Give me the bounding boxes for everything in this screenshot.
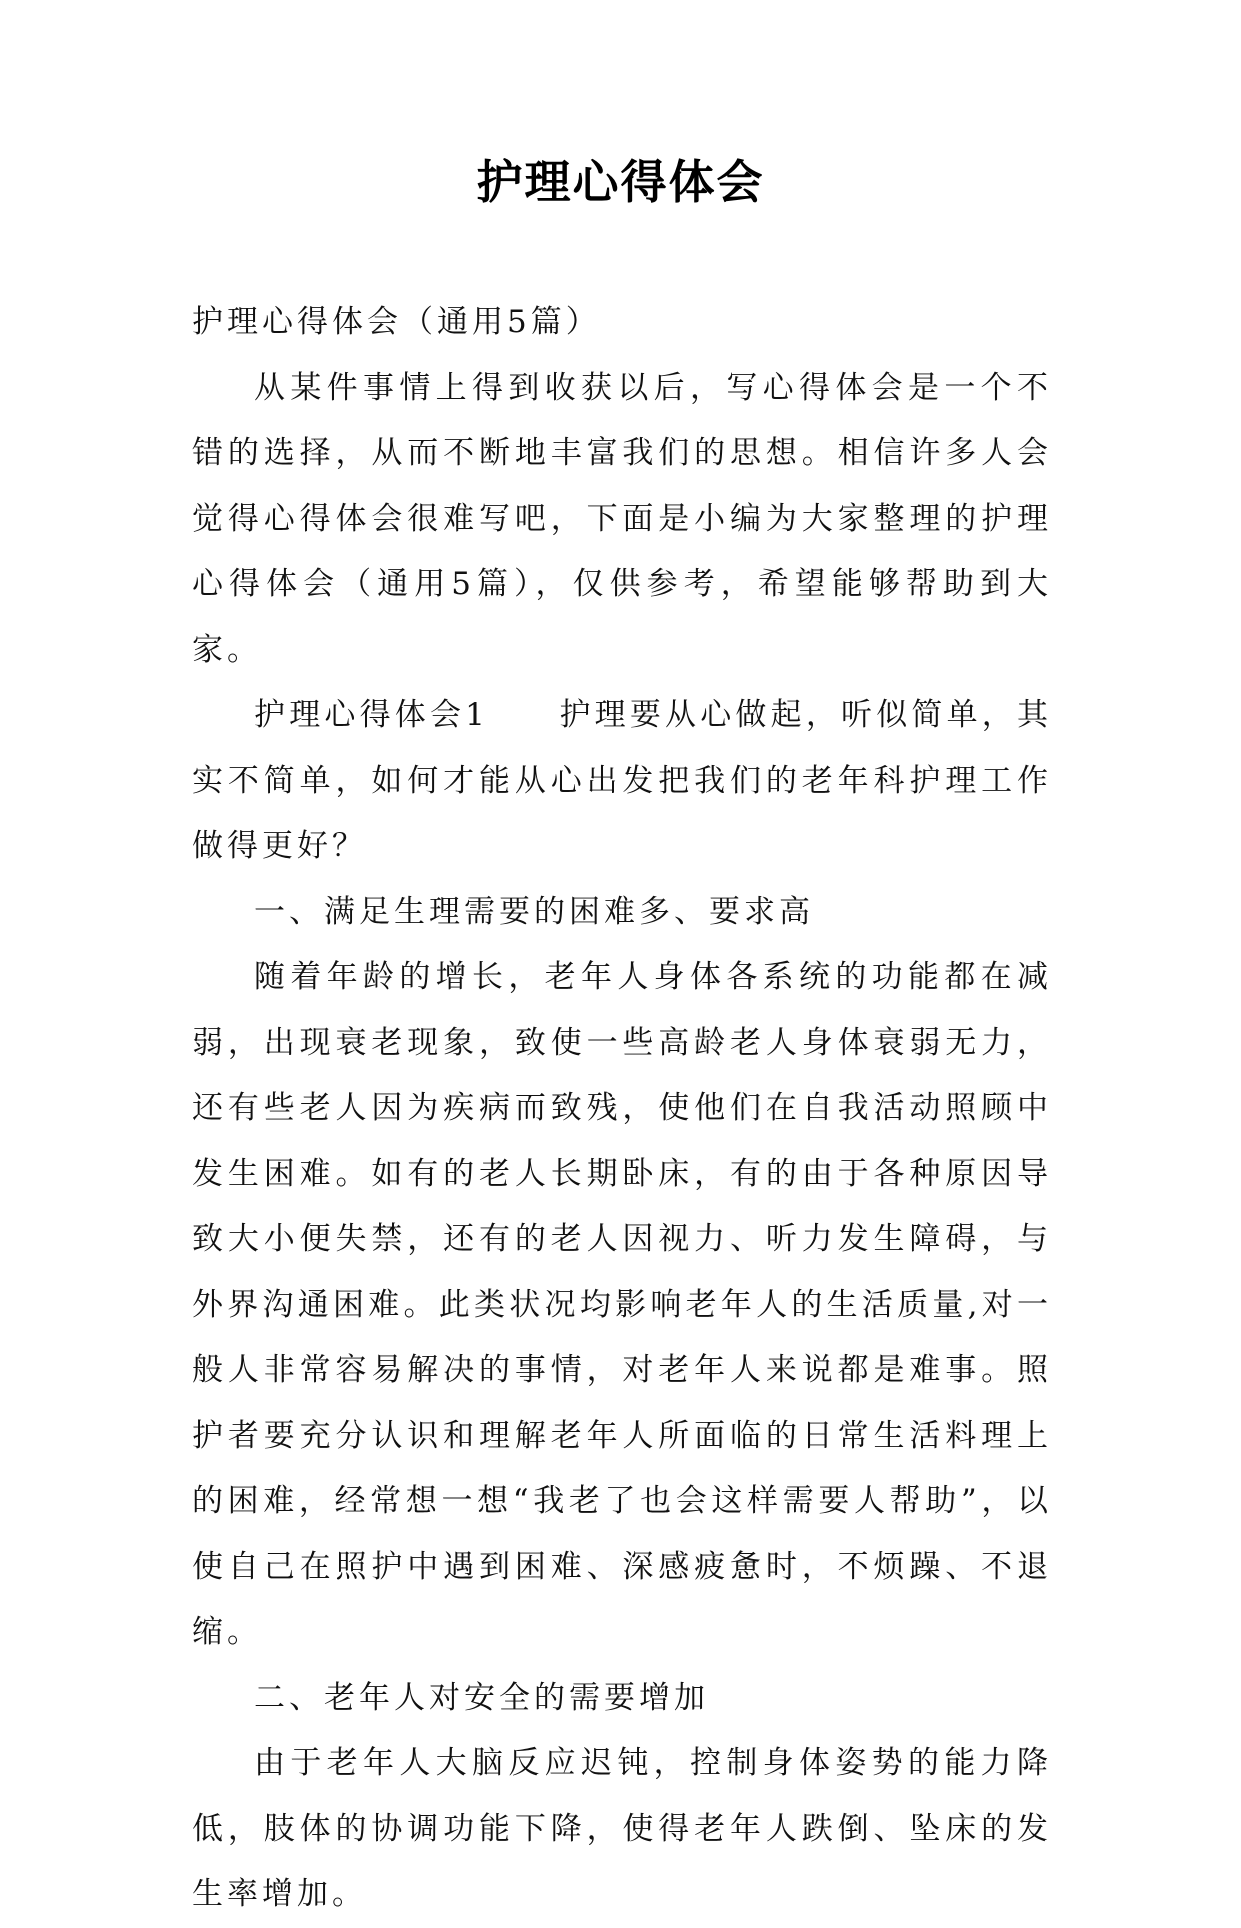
document-subtitle: 护理心得体会（通用5篇）	[192, 304, 601, 340]
heading-physiological-needs: 一、满足生理需要的困难多、要求高	[254, 893, 814, 930]
heading-safety-needs: 二、老年人对安全的需要增加	[254, 1679, 709, 1716]
physiological-needs-paragraph: 随着年龄的增长，老年人身体各系统的功能都在减弱，出现衰老现象，致使一些高龄老人身体衰弱无力，还有些老人因为疾病而致残，使他们在自我活动照顾中发生困难。如有的老人长期卧床，有的由于各种原因导致大小便失禁，还有的老人因视力、听力发生障碍，与外界沟通困难。此类状况均影响老年人的生活质量,对一般人非常容易解决的事情，对老年人来说都是难事。照护者要充分认识和理解老年人所面临的日常生活料理上的困难，经常想一想“我老了也会这样需要人帮助”，以使自己在照护中遇到困难、深感疲惫时，不烦躁、不退缩。	[192, 959, 1052, 1650]
section-1-opening-paragraph: 护理心得体会1 护理要从心做起，听似简单，其实不简单，如何才能从心出发把我们的老年科护理工作做得更好？	[192, 697, 1052, 864]
safety-needs-paragraph: 由于老年人大脑反应迟钝，控制身体姿势的能力降低，肢体的协调功能下降，使得老年人跌倒、坠床的发生率增加。	[192, 1745, 1052, 1912]
document-title: 护理心得体会	[476, 155, 765, 209]
intro-paragraph: 从某件事情上得到收获以后，写心得体会是一个不错的选择，从而不断地丰富我们的思想。相信许多人会觉得心得体会很难写吧，下面是小编为大家整理的护理心得体会（通用5篇），仅供参考，希望能够帮助到大家。	[192, 369, 1052, 668]
document-body	[192, 290, 1052, 1928]
